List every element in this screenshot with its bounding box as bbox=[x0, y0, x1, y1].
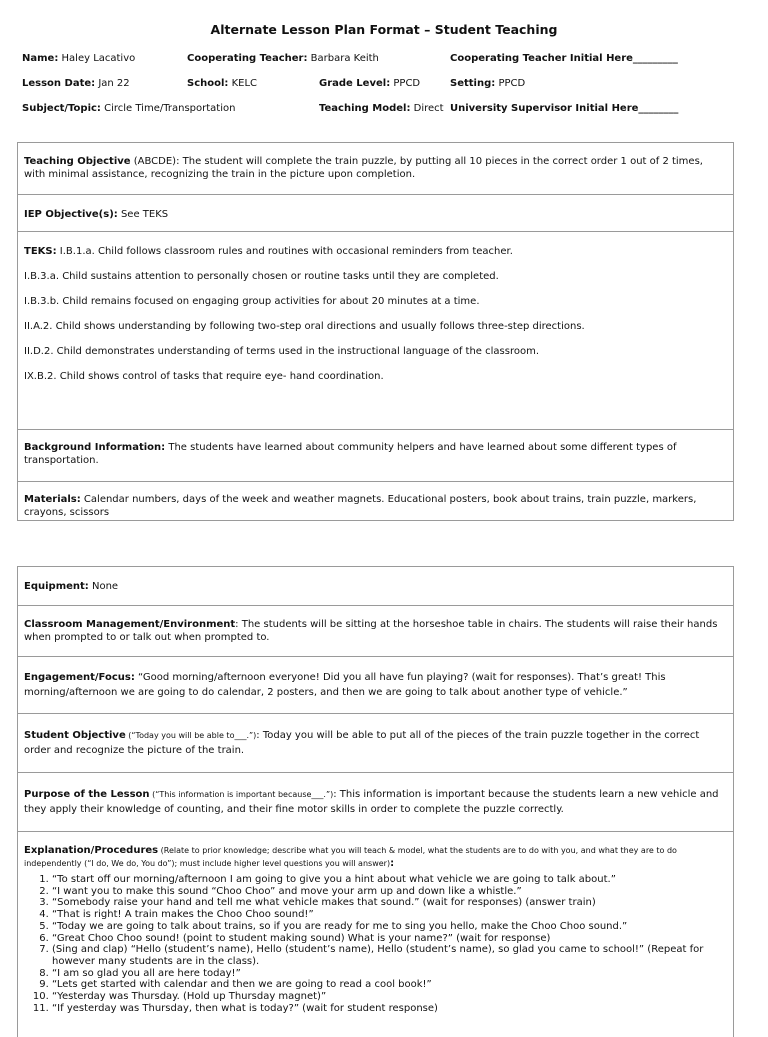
materials-cell bbox=[18, 482, 733, 518]
purpose-hint: (“This information is important because___.”) bbox=[149, 790, 334, 799]
purpose-cell bbox=[18, 773, 733, 832]
procedure-list bbox=[24, 874, 727, 1014]
materials-text: Calendar numbers, days of the week and weather magnets. Educational posters, book about trains, train puzzle, markers, crayons, scissors bbox=[24, 494, 697, 518]
background-text: The students have learned about community helpers and have learned about some different types of transportation. bbox=[24, 442, 677, 466]
student-objective-hint: (“Today you will be able to___.”) bbox=[125, 731, 257, 740]
mgmt-text: : The students will be sitting at the horseshoe table in chairs. The students will raise their hands when prompted to or talk out when prompted to. bbox=[24, 619, 718, 643]
school-field bbox=[187, 78, 257, 89]
name-field bbox=[22, 53, 135, 64]
student-objective-text: : Today you will be able to put all of the pieces of the train puzzle together in the correct order and recognize the picture of the train. bbox=[24, 730, 700, 756]
coop-value: Barbara Keith bbox=[310, 53, 379, 64]
date-value: Jan 22 bbox=[98, 78, 130, 89]
teks-cell bbox=[18, 232, 733, 430]
teks-item: I.B.3.a. Child sustains attention to personally chosen or routine tasks until they are completed. bbox=[24, 271, 499, 282]
purpose-label: Purpose of the Lesson bbox=[24, 789, 150, 800]
engage-text: “Good morning/afternoon everyone! Did you all have fun playing? (wait for responses). That’s great! This morning/afternoon we are going to do calendar, 2 posters, and then we are going to talk about another type of vehicle.” bbox=[24, 672, 666, 698]
coop-initial-line: Cooperating Teacher Initial Here_________ bbox=[450, 53, 678, 64]
equipment-label: Equipment: bbox=[24, 581, 89, 592]
procedure-step: 5. “Today we are going to talk about trains, so if you are ready for me to sing you hello, make the Choo Choo sound.” bbox=[52, 921, 727, 933]
lesson-table-bottom bbox=[17, 566, 734, 1037]
mgmt-label: Classroom Management/Environment bbox=[24, 619, 236, 630]
iep-label: IEP Objective(s): bbox=[24, 209, 118, 220]
procedure-step: 2. “I want you to make this sound “Choo Choo” and move your arm up and down like a whistle.” bbox=[52, 886, 727, 898]
teks-item: II.A.2. Child shows understanding by following two-step oral directions and usually follows three-step directions. bbox=[24, 321, 585, 332]
teaching-model-field bbox=[319, 103, 444, 114]
name-label: Name: bbox=[22, 53, 59, 64]
setting-label: Setting: bbox=[450, 78, 496, 89]
procedure-step: 10. “Yesterday was Thursday. (Hold up Thursday magnet)” bbox=[52, 991, 727, 1003]
coop-label: Cooperating Teacher: bbox=[187, 53, 308, 64]
teks-item: IX.B.2. Child shows control of tasks that require eye- hand coordination. bbox=[24, 371, 384, 382]
grade-value: PPCD bbox=[393, 78, 421, 89]
student-objective-label: Student Objective bbox=[24, 730, 126, 741]
teks-item: I.B.1.a. Child follows classroom rules and routines with occasional reminders from teacher. bbox=[56, 246, 513, 257]
equipment-text: None bbox=[88, 581, 119, 592]
name-value: Haley Lacativo bbox=[61, 53, 136, 64]
school-label: School: bbox=[187, 78, 229, 89]
subject-field bbox=[22, 103, 235, 114]
date-label: Lesson Date: bbox=[22, 78, 96, 89]
explanation-heading bbox=[24, 844, 727, 870]
procedure-step: 11. “If yesterday was Thursday, then what is today?” (wait for student response) bbox=[52, 1003, 727, 1015]
teks-item: II.D.2. Child demonstrates understanding of terms used in the instructional language of the classroom. bbox=[24, 346, 539, 357]
subject-label: Subject/Topic: bbox=[22, 103, 101, 114]
equipment-cell bbox=[18, 567, 733, 606]
teks-line bbox=[24, 245, 727, 258]
model-label: Teaching Model: bbox=[319, 103, 411, 114]
univ-initial-line: University Supervisor Initial Here________ bbox=[450, 103, 679, 114]
explan-hint: (Relate to prior knowledge; describe what you will teach & model, what the students are to do with you, and what they are to do independently (“I do, We do, You do”); must include higher level questions you will answer) bbox=[24, 846, 677, 868]
objective-label: Teaching Objective bbox=[24, 156, 131, 167]
school-value: KELC bbox=[231, 78, 258, 89]
engage-label: Engagement/Focus: bbox=[24, 672, 135, 683]
engagement-cell bbox=[18, 657, 733, 714]
background-info-cell bbox=[18, 430, 733, 482]
explan-label: Explanation/Procedures bbox=[24, 845, 159, 856]
grade-level-field bbox=[319, 78, 420, 89]
classroom-management-cell bbox=[18, 606, 733, 657]
teks-label: TEKS: bbox=[24, 246, 57, 257]
lesson-date-field bbox=[22, 78, 130, 89]
grade-label: Grade Level: bbox=[319, 78, 391, 89]
procedure-step: 1. “To start off our morning/afternoon I am going to give you a hint about what vehicle we are going to talk about.” bbox=[52, 874, 727, 886]
subject-value: Circle Time/Transportation bbox=[104, 103, 236, 114]
objective-paren: (ABCDE): bbox=[130, 156, 180, 167]
iep-objective-cell bbox=[18, 195, 733, 232]
model-value: Direct bbox=[413, 103, 444, 114]
purpose-text: : This information is important because the students learn a new vehicle and they apply their knowledge of counting, and their fine motor skills in order to complete the puzzle correctly. bbox=[24, 789, 719, 815]
lesson-table-top bbox=[17, 142, 734, 521]
background-label: Background Information: bbox=[24, 442, 166, 453]
setting-field bbox=[450, 78, 525, 89]
procedure-step: 8. “I am so glad you all are here today!” bbox=[52, 968, 727, 980]
procedure-step: 9. “Lets get started with calendar and then we are going to read a cool book!” bbox=[52, 979, 727, 991]
objective-text: The student will complete the train puzzle, by putting all 10 pieces in the correct order 1 out of 2 times, with minimal assistance, recognizing the train in the picture upon completion. bbox=[24, 156, 703, 180]
teks-item: I.B.3.b. Child remains focused on engaging group activities for about 20 minutes at a time. bbox=[24, 296, 480, 307]
procedure-step: 3. “Somebody raise your hand and tell me what vehicle makes that sound.” (wait for responses) (answer train) bbox=[52, 897, 727, 909]
procedure-step: 4. “That is right! A train makes the Choo Choo sound!” bbox=[52, 909, 727, 921]
procedure-step: 6. “Great Choo Choo sound! (point to student making sound) What is your name?” (wait for response) bbox=[52, 933, 727, 945]
explan-colon: : bbox=[390, 858, 395, 869]
setting-value: PPCD bbox=[498, 78, 526, 89]
procedure-step: 7. (Sing and clap) “Hello (student’s name), Hello (student’s name), Hello (student’s name), so glad you came to school!” (Repeat for however many students are in the class). bbox=[52, 944, 727, 967]
cooperating-teacher-field bbox=[187, 53, 379, 64]
materials-label: Materials: bbox=[24, 494, 81, 505]
teaching-objective-cell bbox=[18, 143, 733, 195]
iep-text: See TEKS bbox=[117, 209, 169, 220]
student-objective-cell bbox=[18, 714, 733, 773]
explanation-procedures-cell bbox=[18, 832, 733, 1021]
document-title: Alternate Lesson Plan Format – Student Teaching bbox=[210, 22, 558, 37]
